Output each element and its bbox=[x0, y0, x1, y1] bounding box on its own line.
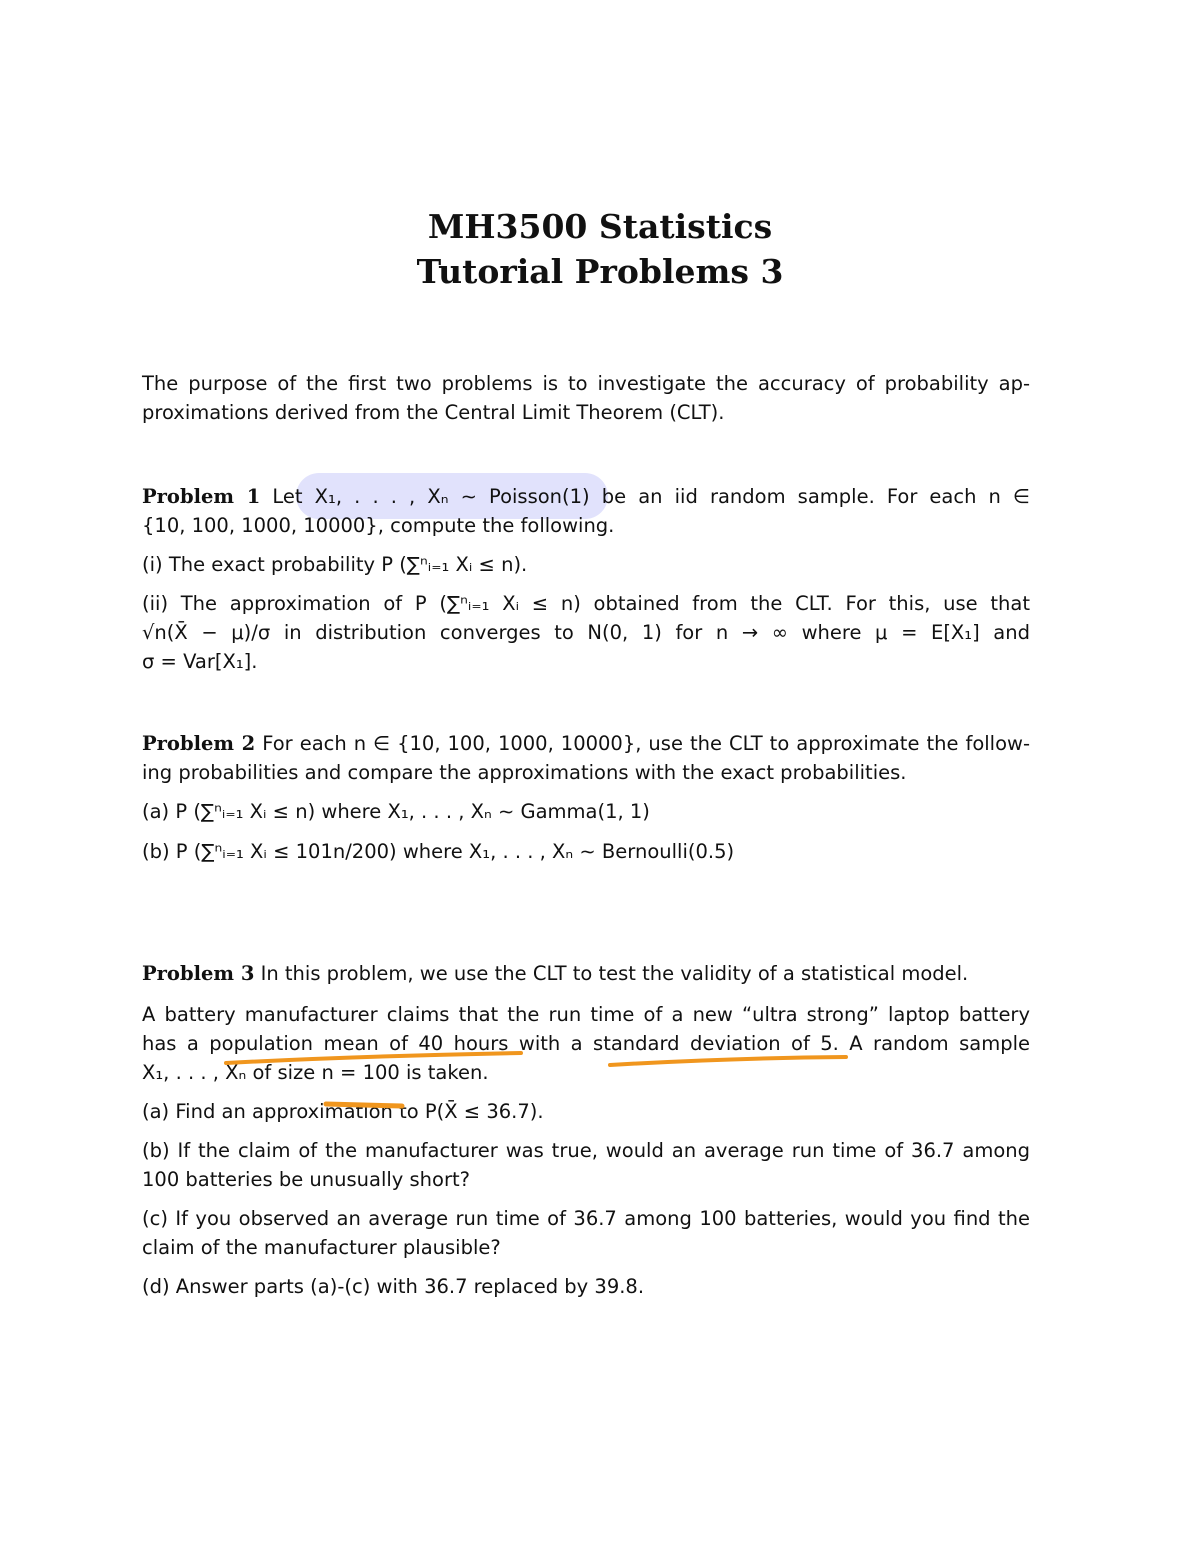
problem2-item-a: (a) P (∑ⁿᵢ₌₁ Xᵢ ≤ n) where X₁, . . . , Xₙ ∼ Gamma(1, 1) bbox=[142, 800, 650, 823]
problem2-item-b: (b) P (∑ⁿᵢ₌₁ Xᵢ ≤ 101n/200) where X₁, . . . , Xₙ ∼ Bernoulli(0.5) bbox=[142, 840, 735, 863]
problem3-line-4: X₁, . . . , Xₙ of size n = 100 is taken. bbox=[142, 1061, 489, 1084]
problem3-label: Problem 3 bbox=[142, 962, 255, 985]
problem1-item-ii-line-3: σ = Var[X₁]. bbox=[142, 650, 258, 673]
problem2-line-2: ing probabilities and compare the approximations with the exact probabilities. bbox=[142, 761, 907, 784]
problem1-text: Let X₁, . . . , Xₙ ∼ Poisson(1) be an iid random sample. For each n ∈ bbox=[272, 485, 1031, 508]
problem3-text: In this problem, we use the CLT to test the validity of a statistical model. bbox=[260, 962, 969, 985]
intro-line-1: The purpose of the first two problems is to investigate the accuracy of probability ap- bbox=[142, 372, 1030, 395]
underline-std-deviation bbox=[610, 1057, 846, 1065]
intro-line-2: proximations derived from the Central Limit Theorem (CLT). bbox=[142, 401, 725, 424]
problem3-item-d: (d) Answer parts (a)-(c) with 36.7 replaced by 39.8. bbox=[142, 1275, 645, 1298]
problem1-item-ii-line-2: √n(X̄ − μ)/σ in distribution converges to N(0, 1) for n → ∞ where μ = E[X₁] and bbox=[142, 621, 1030, 644]
problem3-line-3: has a population mean of 40 hours with a standard deviation of 5. A random sample bbox=[142, 1032, 1030, 1055]
problem2-text: For each n ∈ {10, 100, 1000, 10000}, use the CLT to approximate the follow- bbox=[262, 732, 1031, 755]
problem1-label: Problem 1 bbox=[142, 485, 261, 508]
problem3-item-c-line-2: claim of the manufacturer plausible? bbox=[142, 1236, 501, 1259]
underline-sample-size bbox=[326, 1104, 402, 1106]
problem3-item-b-line-1: (b) If the claim of the manufacturer was true, would an average run time of 36.7 among bbox=[142, 1139, 1030, 1162]
page-subtitle: Tutorial Problems 3 bbox=[416, 252, 784, 291]
problem3-item-c-line-1: (c) If you observed an average run time of 36.7 among 100 batteries, would you find the bbox=[142, 1207, 1030, 1230]
problem2-label: Problem 2 bbox=[142, 732, 256, 755]
problem3-item-b-line-2: 100 batteries be unusually short? bbox=[142, 1168, 470, 1191]
problem3-item-a: (a) Find an approximation to P(X̄ ≤ 36.7). bbox=[142, 1100, 544, 1123]
problem1-item-i: (i) The exact probability P (∑ⁿᵢ₌₁ Xᵢ ≤ n). bbox=[142, 553, 528, 576]
underline-mean bbox=[226, 1053, 521, 1063]
problem1-item-ii-line-1: (ii) The approximation of P (∑ⁿᵢ₌₁ Xᵢ ≤ n) obtained from the CLT. For this, use that bbox=[142, 592, 1030, 615]
problem1-line-2: {10, 100, 1000, 10000}, compute the following. bbox=[142, 514, 615, 537]
problem3-line-2: A battery manufacturer claims that the run time of a new “ultra strong” laptop battery bbox=[142, 1003, 1030, 1026]
page-title: MH3500 Statistics bbox=[427, 207, 773, 246]
